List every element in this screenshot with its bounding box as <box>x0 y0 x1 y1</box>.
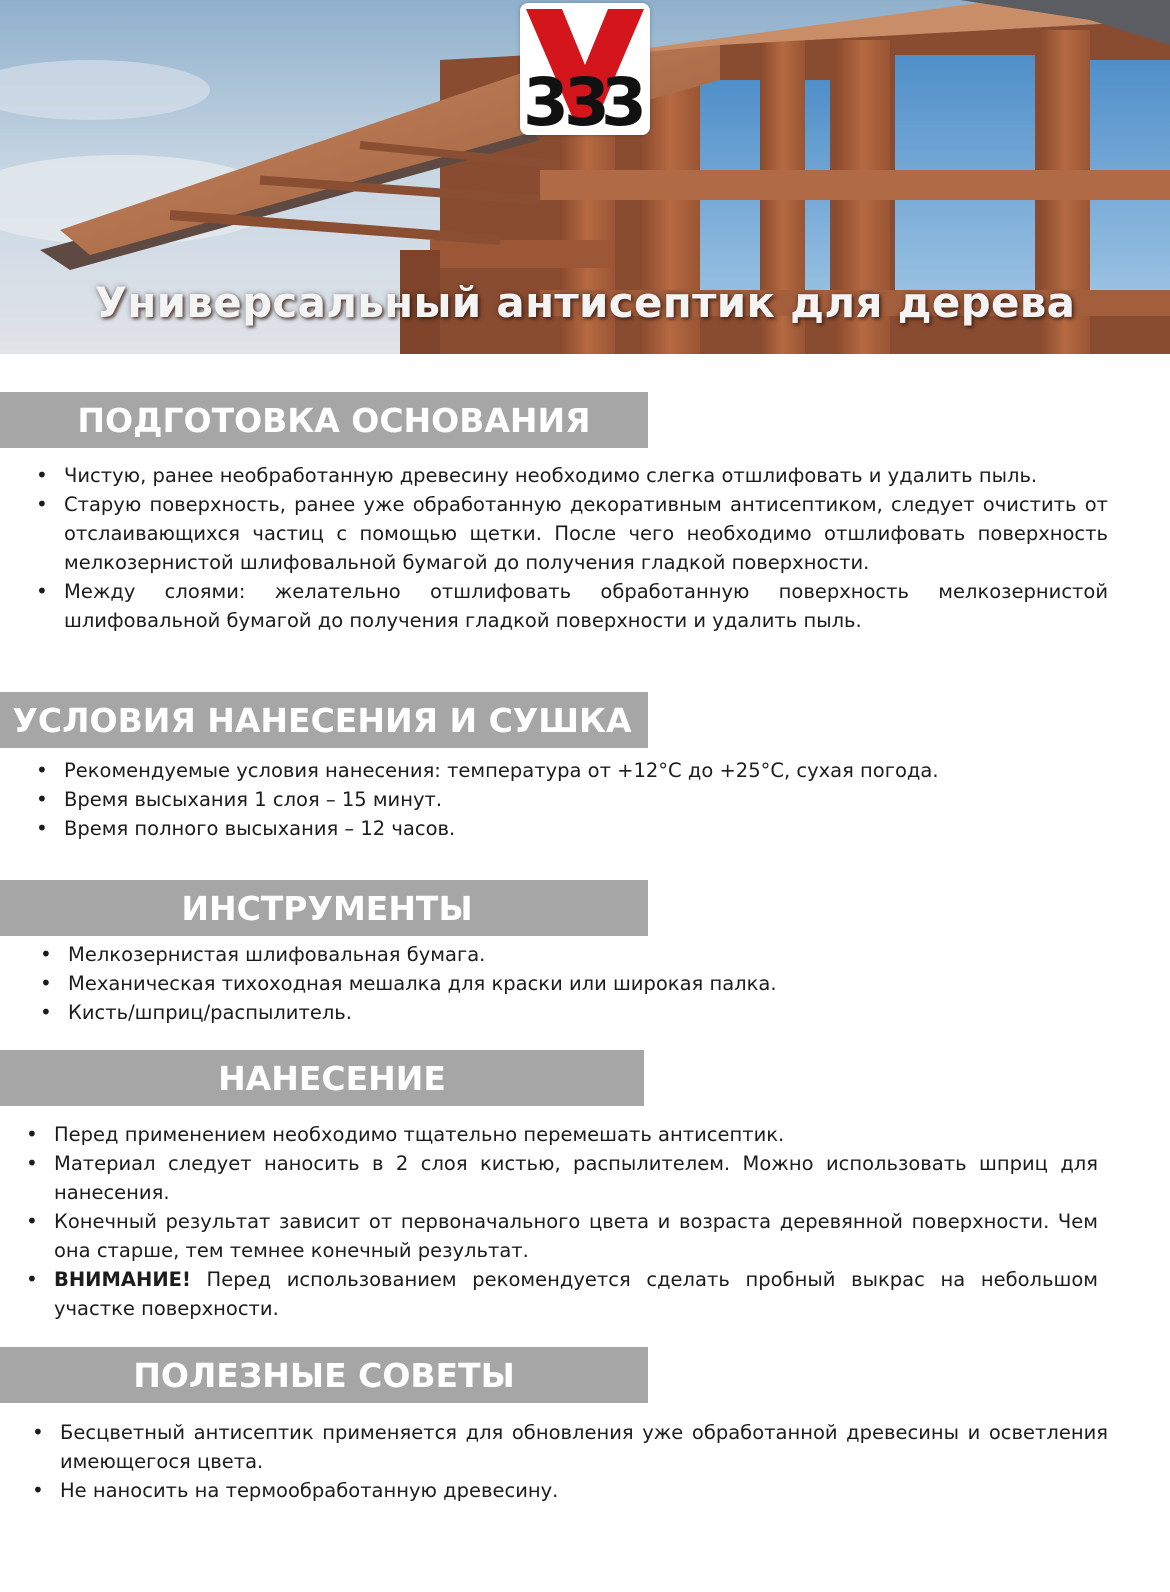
list-item: • Рекомендуемые условия нанесения: температура от +12°С до +25°С, сухая погода. <box>36 756 1108 785</box>
list-item: • Между слоями: желательно отшлифовать обработанную поверхность мелкозернистой шлифовальной бумагой до получения гладкой поверхности и удалить пыль. <box>36 577 1108 635</box>
list-item: • Не наносить на термообработанную древесину. <box>32 1476 1108 1505</box>
section-heading-conditions: УСЛОВИЯ НАНЕСЕНИЯ И СУШКА <box>0 692 648 748</box>
list-item: • Мелкозернистая шлифовальная бумага. <box>40 940 1100 969</box>
list-item: • Механическая тихоходная мешалка для краски или широкая палка. <box>40 969 1100 998</box>
tips-list <box>32 1418 1108 1505</box>
section-heading-tools: ИНСТРУМЕНТЫ <box>0 880 648 936</box>
list-item: • Чистую, ранее необработанную древесину необходимо слегка отшлифовать и удалить пыль. <box>36 461 1108 490</box>
warning-label: ВНИМАНИЕ! <box>54 1268 191 1291</box>
list-item: • Старую поверхность, ранее уже обработанную декоративным антисептиком, следует очистить от отслаивающихся частиц с помощью щетки. После чего необходимо отшлифовать поверхность мелкозернистой шлифовальной бумагой до получения гладкой поверхности. <box>36 490 1108 577</box>
list-item: • Материал следует наносить в 2 слоя кистью, распылителем. Можно использовать шприц для нанесения. <box>26 1149 1098 1207</box>
section-heading-tips: ПОЛЕЗНЫЕ СОВЕТЫ <box>0 1347 648 1403</box>
section-heading-application: НАНЕСЕНИЕ <box>0 1050 644 1106</box>
svg-text:3: 3 <box>601 64 647 135</box>
warning-text: Перед использованием рекомендуется сделать пробный выкрас на небольшом участке поверхности. <box>54 1268 1098 1320</box>
tools-list <box>40 940 1100 1027</box>
svg-text:3: 3 <box>523 64 569 135</box>
list-item: • Бесцветный антисептик применяется для обновления уже обработанной древесины и осветления имеющегося цвета. <box>32 1418 1108 1476</box>
list-item: • Время полного высыхания – 12 часов. <box>36 814 1108 843</box>
brand-logo <box>520 3 650 135</box>
section-heading-preparation: ПОДГОТОВКА ОСНОВАНИЯ <box>0 392 648 448</box>
list-item: • Время высыхания 1 слоя – 15 минут. <box>36 785 1108 814</box>
list-item-warning <box>26 1265 1098 1323</box>
svg-text:3: 3 <box>564 64 606 135</box>
preparation-list <box>36 461 1108 635</box>
hero-banner <box>0 0 1170 354</box>
list-item: • Конечный результат зависит от первоначального цвета и возраста деревянной поверхности. Чем она старше, тем темнее конечный результат. <box>26 1207 1098 1265</box>
list-item: • Перед применением необходимо тщательно перемешать антисептик. <box>26 1120 1098 1149</box>
application-list <box>26 1120 1098 1323</box>
page-title: Универсальный антисептик для дерева <box>94 278 1076 327</box>
conditions-list <box>36 756 1108 843</box>
list-item: • Кисть/шприц/распылитель. <box>40 998 1100 1027</box>
